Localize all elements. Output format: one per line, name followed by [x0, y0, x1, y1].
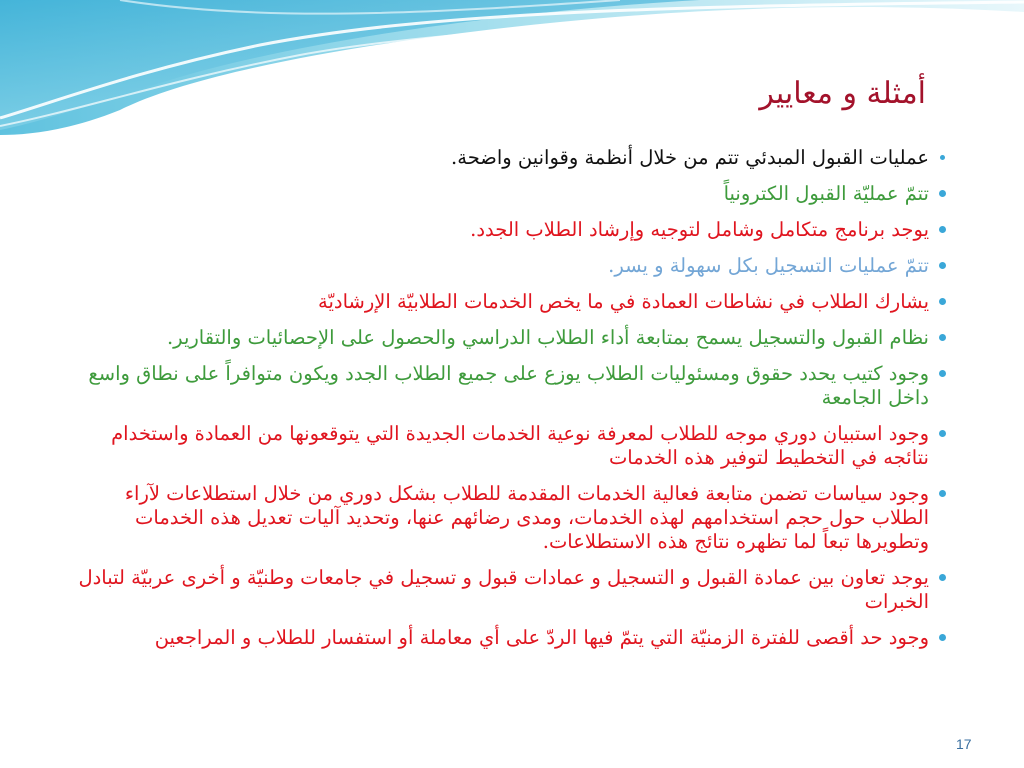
slide-number: 17: [956, 736, 972, 752]
bullet-text: يوجد تعاون بين عمادة القبول و التسجيل و عمادات قبول و تسجيل في جامعات وطنيّة و أخرى عربيّة لتبادل الخبرات: [78, 566, 929, 613]
bullet-dot-icon: [939, 334, 946, 341]
header-wave-decoration: [0, 0, 1024, 135]
bullet-text: وجود سياسات تضمن متابعة فعالية الخدمات المقدمة للطلاب بشكل دوري من خلال استطلاعات لآراء الطلاب حول حجم استخدامهم لهذه الخدمات، ومدى رضائهم عنها، وتحديد آليات تعديل هذه الخدمات وتطويرها تبعاً لما تظهره نتائج هذه الاستطلاعات.: [124, 482, 929, 553]
bullet-item: [70, 482, 946, 554]
bullet-list: [70, 146, 946, 662]
bullet-item: [70, 566, 946, 614]
bullet-item: [70, 626, 946, 650]
bullet-text: وجود حد أقصى للفترة الزمنيّة التي يتمّ فيها الردّ على أي معاملة أو استفسار للطلاب و المراجعين: [154, 626, 929, 649]
bullet-text: نظام القبول والتسجيل يسمح بمتابعة أداء الطلاب الدراسي والحصول على الإحصائيات والتقارير.: [166, 326, 929, 349]
bullet-text: تتمّ عمليّة القبول الكترونياً: [723, 182, 929, 205]
bullet-dot-icon: [939, 490, 946, 497]
slide-title: أمثلة و معايير: [759, 76, 926, 111]
bullet-item: [70, 254, 946, 278]
bullet-text: تتمّ عمليات التسجيل بكل سهولة و يسر.: [608, 254, 929, 277]
bullet-dot-icon: [939, 226, 946, 233]
bullet-dot-icon: [939, 298, 946, 305]
bullet-dot-icon: [939, 634, 946, 641]
bullet-text: يوجد برنامج متكامل وشامل لتوجيه وإرشاد الطلاب الجدد.: [470, 218, 929, 241]
bullet-item: [70, 422, 946, 470]
bullet-dot-icon: [939, 430, 946, 437]
bullet-dot-icon: [939, 190, 946, 197]
bullet-dot-icon: [939, 574, 946, 581]
bullet-item: [70, 290, 946, 314]
bullet-text: يشارك الطلاب في نشاطات العمادة في ما يخص الخدمات الطلابيّة الإرشاديّة: [318, 290, 929, 313]
bullet-item: [70, 326, 946, 350]
bullet-dot-icon: [940, 155, 945, 160]
bullet-item: [70, 182, 946, 206]
bullet-text: وجود استبيان دوري موجه للطلاب لمعرفة نوعية الخدمات الجديدة التي يتوقعونها من العمادة واستخدام نتائجه في التخطيط لتوفير هذه الخدمات: [111, 422, 929, 469]
bullet-dot-icon: [939, 262, 946, 269]
bullet-text: عمليات القبول المبدئي تتم من خلال أنظمة وقوانين واضحة.: [451, 146, 929, 169]
bullet-item: [70, 362, 946, 410]
bullet-dot-icon: [939, 370, 946, 377]
bullet-item: [70, 146, 946, 170]
bullet-item: [70, 218, 946, 242]
bullet-text: وجود كتيب يحدد حقوق ومسئوليات الطلاب يوزع على جميع الطلاب الجدد ويكون متوافراً على نطاق واسع داخل الجامعة: [88, 362, 929, 409]
